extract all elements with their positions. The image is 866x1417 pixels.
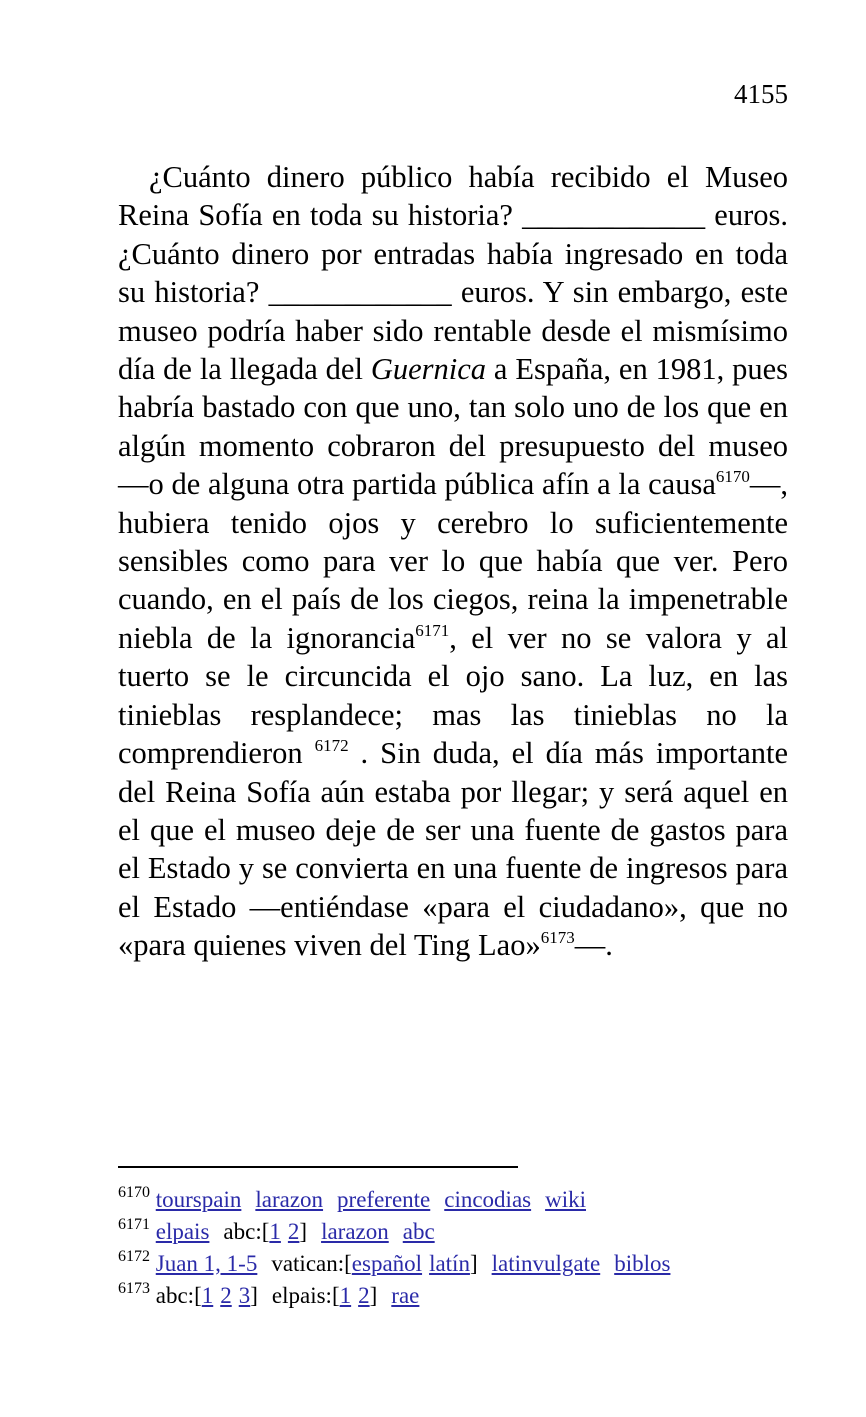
body-text-part: —, hubiera tenido ojos y cerebro lo suficientemente sensibles como para ver lo que había que ver. Pero cuando, en el país de los ciegos, reina la impenetrable niebla de la ignorancia [118, 467, 788, 655]
footnote-number: 6170 [118, 1184, 150, 1201]
body-text-part: —. [574, 928, 613, 963]
italic-title: Guernica [370, 352, 487, 387]
footnote-ref-6173[interactable]: 6173 [540, 928, 575, 948]
link-abc[interactable]: abc [402, 1219, 435, 1244]
footnote-ref-6171[interactable]: 6171 [415, 620, 450, 640]
footnote-6171: $^{6171}$ elpais abc:[1 2] larazon abc [118, 1216, 435, 1244]
body-text-part: . Sin duda, el día más importante del Reina Sofía aún estaba por llegar; y será aquel en el que el museo deje de ser una fuente de gastos para el Estado y se convierta en una fuente de ingresos para el Estado —entiéndase «para el ciudadano», que no «para quienes viven del Ting Lao» [118, 736, 788, 963]
link-juan[interactable]: Juan 1, 1-5 [155, 1251, 258, 1276]
link-abc-3[interactable]: 3 [238, 1283, 251, 1308]
footnote-number: 6173 [118, 1280, 150, 1297]
link-preferente[interactable]: preferente [337, 1187, 431, 1212]
footnote-number: 6171 [118, 1216, 150, 1233]
link-group-label: vatican: [271, 1251, 345, 1276]
link-elpais-2[interactable]: 2 [358, 1283, 370, 1308]
link-larazon[interactable]: larazon [255, 1187, 324, 1212]
link-abc-1[interactable]: 1 [201, 1283, 214, 1308]
footnote-divider [118, 1166, 518, 1168]
link-abc-2[interactable]: 2 [220, 1283, 232, 1308]
link-group-label: abc: [223, 1219, 262, 1244]
body-text-part: ¿Cuánto dinero público había recibido el Museo Reina Sofía en toda su historia? ____________ euros. ¿Cuánto dinero por entradas había ingresado en toda su historia? ____________ euros. Y sin embargo, este museo podría haber sido rentable desde el mismísimo día de la llegada del [118, 160, 788, 387]
page-number: 4155 [734, 79, 788, 109]
footnote-number: 6172 [118, 1248, 150, 1265]
link-abc-1[interactable]: 1 [269, 1219, 281, 1244]
link-abc-2[interactable]: 2 [287, 1219, 300, 1244]
link-tourspain[interactable]: tourspain [155, 1187, 242, 1212]
footnote-ref-6170[interactable]: 6170 [715, 467, 750, 487]
link-cincodias[interactable]: cincodias [444, 1187, 532, 1212]
link-vatican-latin[interactable]: latín [429, 1251, 470, 1276]
link-vatican-espanol[interactable]: español [351, 1251, 423, 1276]
body-text-part: a España, en 1981, pues habría bastado con que uno, tan solo uno de los que en algún momento cobraron del presupuesto del museo —o de alguna otra partida pública afín a la causa [118, 352, 788, 502]
link-group-label: elpais: [271, 1283, 332, 1308]
link-rae[interactable]: rae [391, 1283, 420, 1308]
body-text-part: , el ver no se valora y al tuerto se le circuncida el ojo sano. La luz, en las tinieblas resplandece; mas las tinieblas no la comprendieron [118, 620, 788, 771]
footnote-6172: $^{6172}$ Juan 1, 1-5 vatican:[español latín] latinvulgate biblos [118, 1248, 671, 1276]
link-biblos[interactable]: biblos [614, 1251, 671, 1276]
footnotes [118, 1184, 798, 1312]
footnote-6173: $^{6173}$ abc:[1 2 3] elpais:[1 2] rae [118, 1280, 420, 1308]
footnote-6170 [118, 1184, 798, 1216]
link-wiki[interactable]: wiki [545, 1187, 586, 1212]
link-elpais-1[interactable]: 1 [339, 1283, 352, 1308]
body-paragraph [118, 158, 788, 965]
link-latinvulgate[interactable]: latinvulgate [491, 1251, 601, 1276]
link-elpais[interactable]: elpais [155, 1219, 210, 1244]
footnote-ref-6172[interactable]: 6172 [314, 736, 349, 756]
link-larazon[interactable]: larazon [321, 1219, 389, 1244]
link-group-label: abc: [155, 1283, 195, 1308]
